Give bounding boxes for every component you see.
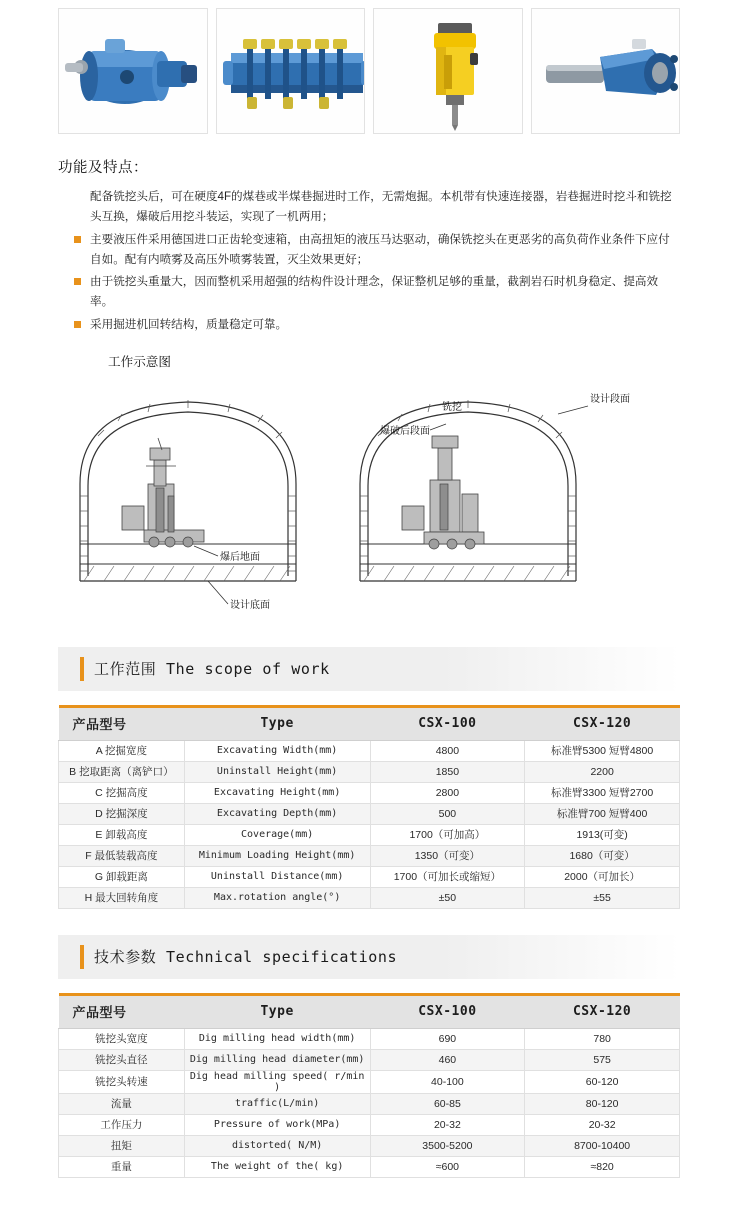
cell-type: The weight of the( kg) [184,1156,370,1177]
table-row [59,740,680,761]
cell-csx100: 1850 [370,761,525,782]
cell-label: 重量 [59,1156,185,1177]
cell-type: Coverage(mm) [184,824,370,845]
cell-type: Uninstall Height(mm) [184,761,370,782]
multi-way-valve-image [217,9,366,134]
tech-header-model: 产品型号 [59,994,185,1028]
cell-csx120: 575 [525,1049,680,1070]
cell-csx100: 460 [370,1049,525,1070]
table-row [59,761,680,782]
accent-bar [80,657,84,681]
milling-head-image [532,9,681,134]
table-row [59,1070,680,1093]
tech-header-csx100: CSX-100 [370,994,525,1028]
diagram-left-scene [80,400,296,611]
cell-csx120: ±55 [525,887,680,908]
table-row [59,1156,680,1177]
scope-table [58,705,680,909]
cell-csx100: 1350（可变） [370,845,525,866]
cell-csx100: 60-85 [370,1093,525,1114]
thumbnail-multi-way-valve[interactable] [216,8,366,134]
cell-csx120: 1913(可变) [525,824,680,845]
page-bottom-spacer [0,1178,738,1218]
cell-csx120: ≈820 [525,1156,680,1177]
cell-type: Dig head milling speed( r/min ) [184,1070,370,1093]
cell-label: G 卸载距离 [59,866,185,887]
thumbnail-hydraulic-pump[interactable] [58,8,208,134]
cell-type: traffic(L/min) [184,1093,370,1114]
cell-csx120: 标准臂3300 短臂2700 [525,782,680,803]
feature-item-3-text: 采用掘进机回转结构，质量稳定可靠。 [90,317,288,331]
bullet-square-icon [74,236,81,243]
cell-csx120: 2000（可加长） [525,866,680,887]
section-header-scope [58,647,680,691]
table-row [59,866,680,887]
cell-type: Excavating Height(mm) [184,782,370,803]
cell-type: Excavating Depth(mm) [184,803,370,824]
cell-label: 扭矩 [59,1135,185,1156]
diagram-right-scene [360,392,630,581]
tech-table [58,993,680,1178]
cell-label: H 最大回转角度 [59,887,185,908]
cell-csx100: 1700（可加高） [370,824,525,845]
cell-type: Dig milling head diameter(mm) [184,1049,370,1070]
cell-label: C 挖掘高度 [59,782,185,803]
cell-label: E 卸载高度 [59,824,185,845]
feature-item-1 [58,230,680,271]
cell-label: D 挖掘深度 [59,803,185,824]
bullet-square-icon [74,278,81,285]
cell-csx100: 4800 [370,740,525,761]
label-right-design: 设计段面 [590,393,630,405]
thumbnail-milling-head[interactable] [531,8,681,134]
feature-intro: 配备铣挖头后，可在硬度4F的煤巷或半煤巷掘进时工作，无需炮掘。本机带有快速连接器，岩巷掘进时挖斗和铣挖头互换，爆破后用挖斗装运，实现了一机两用； [90,190,672,224]
scope-header-csx120: CSX-120 [525,706,680,740]
cell-csx120: 80-120 [525,1093,680,1114]
hydraulic-pump-image [59,9,208,134]
features-list [58,187,680,335]
cell-csx100: 1700（可加长或缩短） [370,866,525,887]
tech-header-csx120: CSX-120 [525,994,680,1028]
cell-label: 铣挖头转速 [59,1070,185,1093]
working-diagram-svg [58,376,680,616]
table-row [59,1093,680,1114]
cell-label: 铣挖头宽度 [59,1028,185,1049]
cell-csx120: 780 [525,1028,680,1049]
table-row [59,1135,680,1156]
cell-csx100: 3500-5200 [370,1135,525,1156]
scope-header-csx100: CSX-100 [370,706,525,740]
tech-header-type: Type [184,994,370,1028]
label-right-section: 爆破后段面 [380,425,430,437]
table-row [59,845,680,866]
cell-type: Excavating Width(mm) [184,740,370,761]
working-diagram [0,376,738,621]
cell-csx120: 60-120 [525,1070,680,1093]
table-row [59,1114,680,1135]
table-row [59,803,680,824]
bullet-square-icon [74,321,81,328]
label-left-bottom: 设计底面 [230,599,270,611]
cell-type: distorted( N/M) [184,1135,370,1156]
table-row [59,1028,680,1049]
cell-csx100: 40-100 [370,1070,525,1093]
section-tech-title: 技术参数 Technical specifications [94,947,398,966]
cell-label: 铣挖头直径 [59,1049,185,1070]
label-left-ground: 爆后地面 [220,551,260,563]
cell-type: Pressure of work(MPa) [184,1114,370,1135]
cell-label: 流量 [59,1093,185,1114]
cell-type: Max.rotation angle(°) [184,887,370,908]
cell-csx100: 20-32 [370,1114,525,1135]
cell-label: B 挖取距离（离铲口） [59,761,185,782]
feature-item-2-text: 由于铣挖头重量大，因而整机采用超强的结构件设计理念，保证整机足够的重量，截割岩石时机身稳定、提高效率。 [90,275,659,309]
features-title: 功能及特点： [58,160,148,176]
hydraulic-breaker-image [374,9,523,134]
section-header-tech [58,935,680,979]
section-scope-title: 工作范围 The scope of work [94,659,330,678]
scope-header-model: 产品型号 [59,706,185,740]
feature-item-1-text: 主要液压件采用德国进口正齿轮变速箱，由高扭矩的液压马达驱动，确保铣挖头在更恶劣的高负荷作业条件下应付自如。配有内喷雾及高压外喷雾装置，灭尘效果更好； [90,232,670,266]
thumbnail-hydraulic-breaker[interactable] [373,8,523,134]
cell-csx100: ≈600 [370,1156,525,1177]
cell-csx100: 2800 [370,782,525,803]
cell-csx120: 8700-10400 [525,1135,680,1156]
cell-csx120: 20-32 [525,1114,680,1135]
cell-csx100: ±50 [370,887,525,908]
cell-csx100: 500 [370,803,525,824]
cell-type: Uninstall Distance(mm) [184,866,370,887]
table-header-row [59,994,680,1028]
cell-csx120: 标准臂5300 短臂4800 [525,740,680,761]
cell-csx120: 标准臂700 短臂400 [525,803,680,824]
table-row [59,824,680,845]
cell-label: A 挖掘宽度 [59,740,185,761]
table-header-row [59,706,680,740]
label-right-inner: 铣挖 [442,401,462,413]
table-row [59,1049,680,1070]
cell-type: Minimum Loading Height(mm) [184,845,370,866]
diagram-title: 工作示意图 [108,354,171,369]
cell-type: Dig milling head width(mm) [184,1028,370,1049]
feature-item-2 [58,272,680,313]
product-thumbnail-row [0,0,738,134]
cell-csx120: 2200 [525,761,680,782]
cell-label: 工作压力 [59,1114,185,1135]
table-row [59,782,680,803]
table-row [59,887,680,908]
scope-header-type: Type [184,706,370,740]
cell-label: F 最低装载高度 [59,845,185,866]
feature-item-3 [58,315,680,335]
cell-csx120: 1680（可变） [525,845,680,866]
accent-bar [80,945,84,969]
cell-csx100: 690 [370,1028,525,1049]
